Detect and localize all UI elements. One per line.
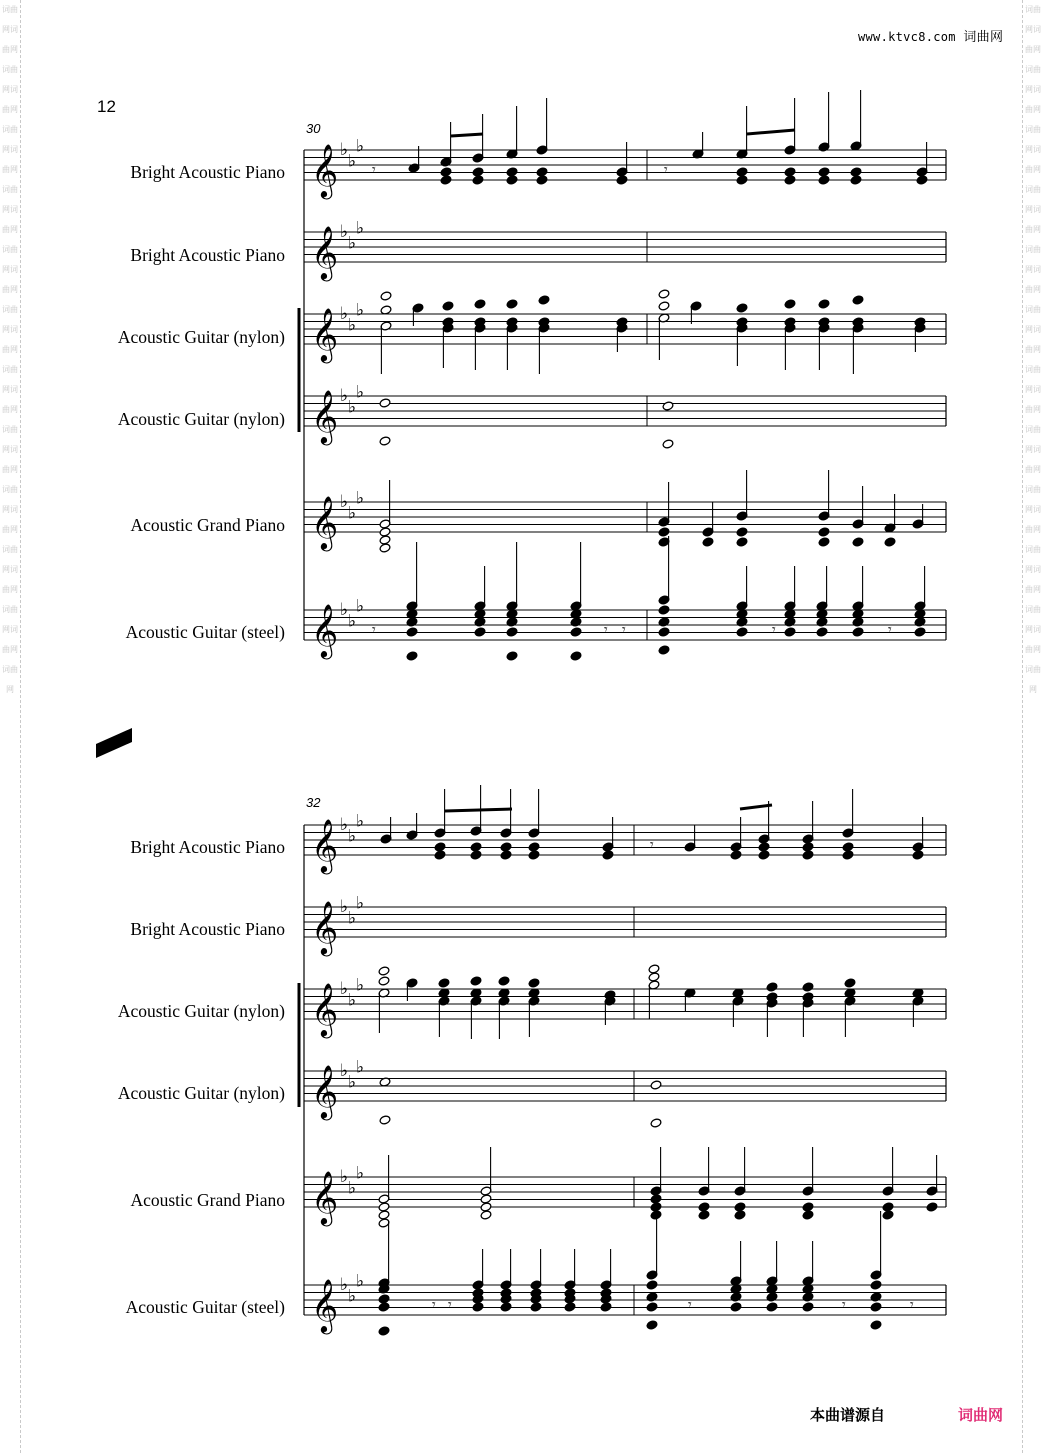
flat-icon: ♭ [340, 304, 349, 324]
note-head [818, 527, 830, 537]
note-head [470, 976, 482, 986]
note-head [378, 1202, 390, 1212]
note-head [802, 982, 814, 992]
note-head [378, 976, 390, 986]
flat-icon: ♭ [340, 140, 349, 160]
note-head [658, 301, 670, 311]
note-head [474, 299, 486, 309]
note-head [734, 1210, 746, 1220]
note-head [650, 1202, 662, 1212]
flat-icon: ♭ [340, 492, 349, 512]
flat-icon: ♭ [340, 222, 349, 242]
note-head [736, 175, 748, 185]
note-head [650, 1080, 662, 1090]
eighth-rest-icon: 𝄾 [772, 622, 776, 638]
instrument-label: Bright Acoustic Piano [130, 919, 285, 939]
note-head [736, 537, 748, 547]
flat-icon: ♭ [348, 1286, 357, 1307]
instrument-label: Acoustic Guitar (nylon) [117, 1083, 285, 1103]
note-head [506, 299, 518, 309]
flat-icon: ♭ [348, 611, 357, 632]
instrument-label: Acoustic Guitar (steel) [125, 1297, 285, 1317]
note-head [380, 291, 392, 301]
note-head [379, 398, 391, 408]
flat-icon: ♭ [356, 1057, 365, 1078]
treble-clef-icon: 𝄞 [311, 818, 339, 872]
flat-icon: ♭ [348, 233, 357, 254]
flat-icon: ♭ [340, 1167, 349, 1187]
note-head [842, 850, 854, 860]
note-head [434, 842, 446, 852]
note-head [498, 976, 510, 986]
flat-icon: ♭ [348, 397, 357, 418]
note-head [378, 1294, 390, 1304]
note-head [500, 842, 512, 852]
note-head [470, 850, 482, 860]
note-head [378, 1326, 390, 1336]
instrument-label: Bright Acoustic Piano [130, 837, 285, 857]
note-head [440, 167, 452, 177]
instrument-label: Acoustic Grand Piano [130, 1190, 285, 1210]
instrument-label: Acoustic Guitar (nylon) [117, 327, 285, 347]
note-head [818, 167, 830, 177]
eighth-rest-icon: 𝄾 [372, 162, 376, 178]
flat-icon: ♭ [340, 815, 349, 835]
note-head [570, 627, 582, 637]
instrument-label: Bright Acoustic Piano [130, 245, 285, 265]
note-head [730, 1302, 742, 1312]
flat-icon: ♭ [348, 1072, 357, 1093]
note-head [784, 167, 796, 177]
note-head [434, 850, 446, 860]
treble-clef-icon: 𝄞 [311, 307, 339, 361]
flat-icon: ♭ [340, 1061, 349, 1081]
note-head [472, 1302, 484, 1312]
note-head [730, 850, 742, 860]
flat-icon: ♭ [340, 897, 349, 917]
treble-clef-icon: 𝄞 [311, 495, 339, 549]
note-head [480, 1210, 492, 1220]
watermark-text: 词曲网词曲网词曲网词曲网词曲网词曲网词曲网词曲网词曲网词曲网词曲网词曲网词曲网词曲网词曲网词曲网词曲网词曲网词曲网词曲网词曲网词曲网词曲网 [1025, 5, 1041, 694]
note-head [766, 982, 778, 992]
flat-icon: ♭ [340, 979, 349, 999]
note-head [816, 627, 828, 637]
treble-clef-icon: 𝄞 [311, 982, 339, 1036]
note-head [506, 617, 518, 627]
treble-clef-icon: 𝄞 [311, 603, 339, 657]
note-head [870, 1302, 882, 1312]
note-head [480, 1202, 492, 1212]
eighth-rest-icon: 𝄾 [650, 837, 654, 853]
note-head [616, 175, 628, 185]
note-head [658, 627, 670, 637]
note-head [650, 1194, 662, 1204]
note-head [736, 167, 748, 177]
score-system-2 [0, 675, 1043, 1375]
note-head [818, 175, 830, 185]
note-head [379, 543, 391, 553]
flat-icon: ♭ [356, 488, 365, 509]
flat-icon: ♭ [348, 315, 357, 336]
note-head [564, 1302, 576, 1312]
note-head [784, 299, 796, 309]
flat-icon: ♭ [356, 382, 365, 403]
note-head [379, 436, 391, 446]
watermark-text: 词曲网词曲网词曲网词曲网词曲网词曲网词曲网词曲网词曲网词曲网词曲网词曲网词曲网词曲网词曲网词曲网词曲网词曲网词曲网词曲网词曲网词曲网词曲网 [2, 5, 18, 694]
note-head [766, 1302, 778, 1312]
note-head [506, 651, 518, 661]
eighth-rest-icon: 𝄾 [910, 1297, 914, 1313]
note-head [600, 1302, 612, 1312]
note-head [698, 1202, 710, 1212]
instrument-label: Acoustic Grand Piano [130, 515, 285, 535]
note-head [506, 175, 518, 185]
note-head [852, 617, 864, 627]
note-head [816, 617, 828, 627]
flat-icon: ♭ [348, 1178, 357, 1199]
note-head [648, 972, 660, 982]
flat-icon: ♭ [348, 826, 357, 847]
note-head [536, 175, 548, 185]
note-head [926, 1202, 938, 1212]
treble-clef-icon: 𝄞 [311, 225, 339, 279]
note-head [702, 537, 714, 547]
note-head [406, 617, 418, 627]
note-head [658, 527, 670, 537]
flat-icon: ♭ [348, 908, 357, 929]
eighth-rest-icon: 𝄾 [688, 1297, 692, 1313]
note-head [870, 1292, 882, 1302]
eighth-rest-icon: 𝄾 [448, 1297, 452, 1313]
note-head [648, 964, 660, 974]
note-head [914, 627, 926, 637]
note-head [818, 299, 830, 309]
score-system-1 [0, 0, 1043, 700]
note-head [870, 1320, 882, 1330]
flat-icon: ♭ [356, 893, 365, 914]
note-head [698, 1210, 710, 1220]
instrument-label: Acoustic Guitar (nylon) [117, 409, 285, 429]
note-head [528, 850, 540, 860]
note-head [758, 842, 770, 852]
treble-clef-icon: 𝄞 [311, 1278, 339, 1332]
note-head [784, 627, 796, 637]
note-head [406, 627, 418, 637]
eighth-rest-icon: 𝄾 [604, 622, 608, 638]
flat-icon: ♭ [356, 596, 365, 617]
note-head [842, 842, 854, 852]
note-head [852, 537, 864, 547]
page-number: 12 [97, 97, 116, 116]
eighth-rest-icon: 𝄾 [372, 622, 376, 638]
flat-icon: ♭ [348, 990, 357, 1011]
flat-icon: ♭ [356, 218, 365, 239]
note-head [602, 850, 614, 860]
measure-number: 30 [306, 121, 321, 136]
treble-clef-icon: 𝄞 [311, 389, 339, 443]
note-head [528, 978, 540, 988]
note-head [472, 167, 484, 177]
footer-source-text: 本曲谱源自 [810, 1406, 886, 1424]
note-head [474, 617, 486, 627]
site-url-text: www.ktvc8.com [858, 30, 956, 44]
note-head [658, 289, 670, 299]
note-head [784, 175, 796, 185]
note-head [802, 850, 814, 860]
note-head [646, 1292, 658, 1302]
flat-icon: ♭ [356, 975, 365, 996]
flat-icon: ♭ [356, 811, 365, 832]
treble-clef-icon: 𝄞 [311, 1064, 339, 1118]
note-head [844, 978, 856, 988]
note-head [658, 605, 670, 615]
note-head [852, 627, 864, 637]
note-head [442, 301, 454, 311]
note-head [884, 537, 896, 547]
note-head [440, 175, 452, 185]
note-head [506, 167, 518, 177]
note-head [736, 303, 748, 313]
instrument-label: Acoustic Guitar (nylon) [117, 1001, 285, 1021]
note-head [650, 1118, 662, 1128]
treble-clef-icon: 𝄞 [311, 900, 339, 954]
note-head [646, 1302, 658, 1312]
flat-icon: ♭ [340, 600, 349, 620]
note-head [802, 1202, 814, 1212]
note-head [662, 401, 674, 411]
note-head [914, 617, 926, 627]
note-head [650, 1210, 662, 1220]
flat-icon: ♭ [348, 151, 357, 172]
note-head [850, 167, 862, 177]
flat-icon: ♭ [356, 136, 365, 157]
flat-icon: ♭ [340, 1275, 349, 1295]
note-head [379, 527, 391, 537]
note-head [500, 1302, 512, 1312]
instrument-label: Bright Acoustic Piano [130, 162, 285, 182]
note-head [730, 1292, 742, 1302]
note-head [882, 1210, 894, 1220]
flat-icon: ♭ [356, 300, 365, 321]
eighth-rest-icon: 𝄾 [842, 1297, 846, 1313]
note-head [734, 1202, 746, 1212]
note-head [506, 627, 518, 637]
note-head [912, 850, 924, 860]
note-head [536, 167, 548, 177]
note-head [818, 537, 830, 547]
note-head [406, 651, 418, 661]
note-head [916, 175, 928, 185]
instrument-label: Acoustic Guitar (steel) [125, 622, 285, 642]
treble-clef-icon: 𝄞 [311, 1170, 339, 1224]
flat-icon: ♭ [340, 386, 349, 406]
note-head [802, 842, 814, 852]
beam [747, 130, 795, 134]
flat-icon: ♭ [348, 503, 357, 524]
note-head [850, 175, 862, 185]
note-head [802, 1292, 814, 1302]
note-head [802, 1302, 814, 1312]
treble-clef-icon: 𝄞 [311, 143, 339, 197]
note-head [530, 1302, 542, 1312]
note-head [474, 627, 486, 637]
note-head [379, 535, 391, 545]
note-head [378, 966, 390, 976]
footer-brand-link[interactable]: 词曲网 [958, 1406, 1004, 1424]
note-head [378, 1210, 390, 1220]
beam [445, 809, 512, 811]
eighth-rest-icon: 𝄾 [888, 622, 892, 638]
note-head [736, 617, 748, 627]
note-head [852, 295, 864, 305]
flat-icon: ♭ [356, 1271, 365, 1292]
note-head [766, 1292, 778, 1302]
note-head [570, 651, 582, 661]
beam [451, 134, 483, 136]
note-head [658, 617, 670, 627]
note-head [500, 850, 512, 860]
staff-notation [0, 0, 1043, 700]
note-head [646, 1320, 658, 1330]
note-head [658, 645, 670, 655]
note-head [472, 175, 484, 185]
note-head [438, 978, 450, 988]
note-head [379, 1115, 391, 1125]
note-head [538, 295, 550, 305]
note-head [378, 1302, 390, 1312]
measure-number: 32 [306, 795, 321, 810]
eighth-rest-icon: 𝄾 [622, 622, 626, 638]
note-head [480, 1194, 492, 1204]
note-head [802, 1210, 814, 1220]
note-head [882, 1202, 894, 1212]
eighth-rest-icon: 𝄾 [432, 1297, 436, 1313]
note-head [758, 850, 770, 860]
note-head [528, 842, 540, 852]
eighth-rest-icon: 𝄾 [664, 162, 668, 178]
note-head [662, 439, 674, 449]
note-head [646, 1280, 658, 1290]
staff-notation [0, 675, 1043, 1375]
note-head [784, 617, 796, 627]
note-head [470, 842, 482, 852]
note-head [870, 1280, 882, 1290]
site-name: 词曲网 [963, 30, 1004, 45]
note-head [736, 527, 748, 537]
note-head [736, 627, 748, 637]
flat-icon: ♭ [356, 1163, 365, 1184]
note-head [570, 617, 582, 627]
beam [740, 805, 772, 809]
